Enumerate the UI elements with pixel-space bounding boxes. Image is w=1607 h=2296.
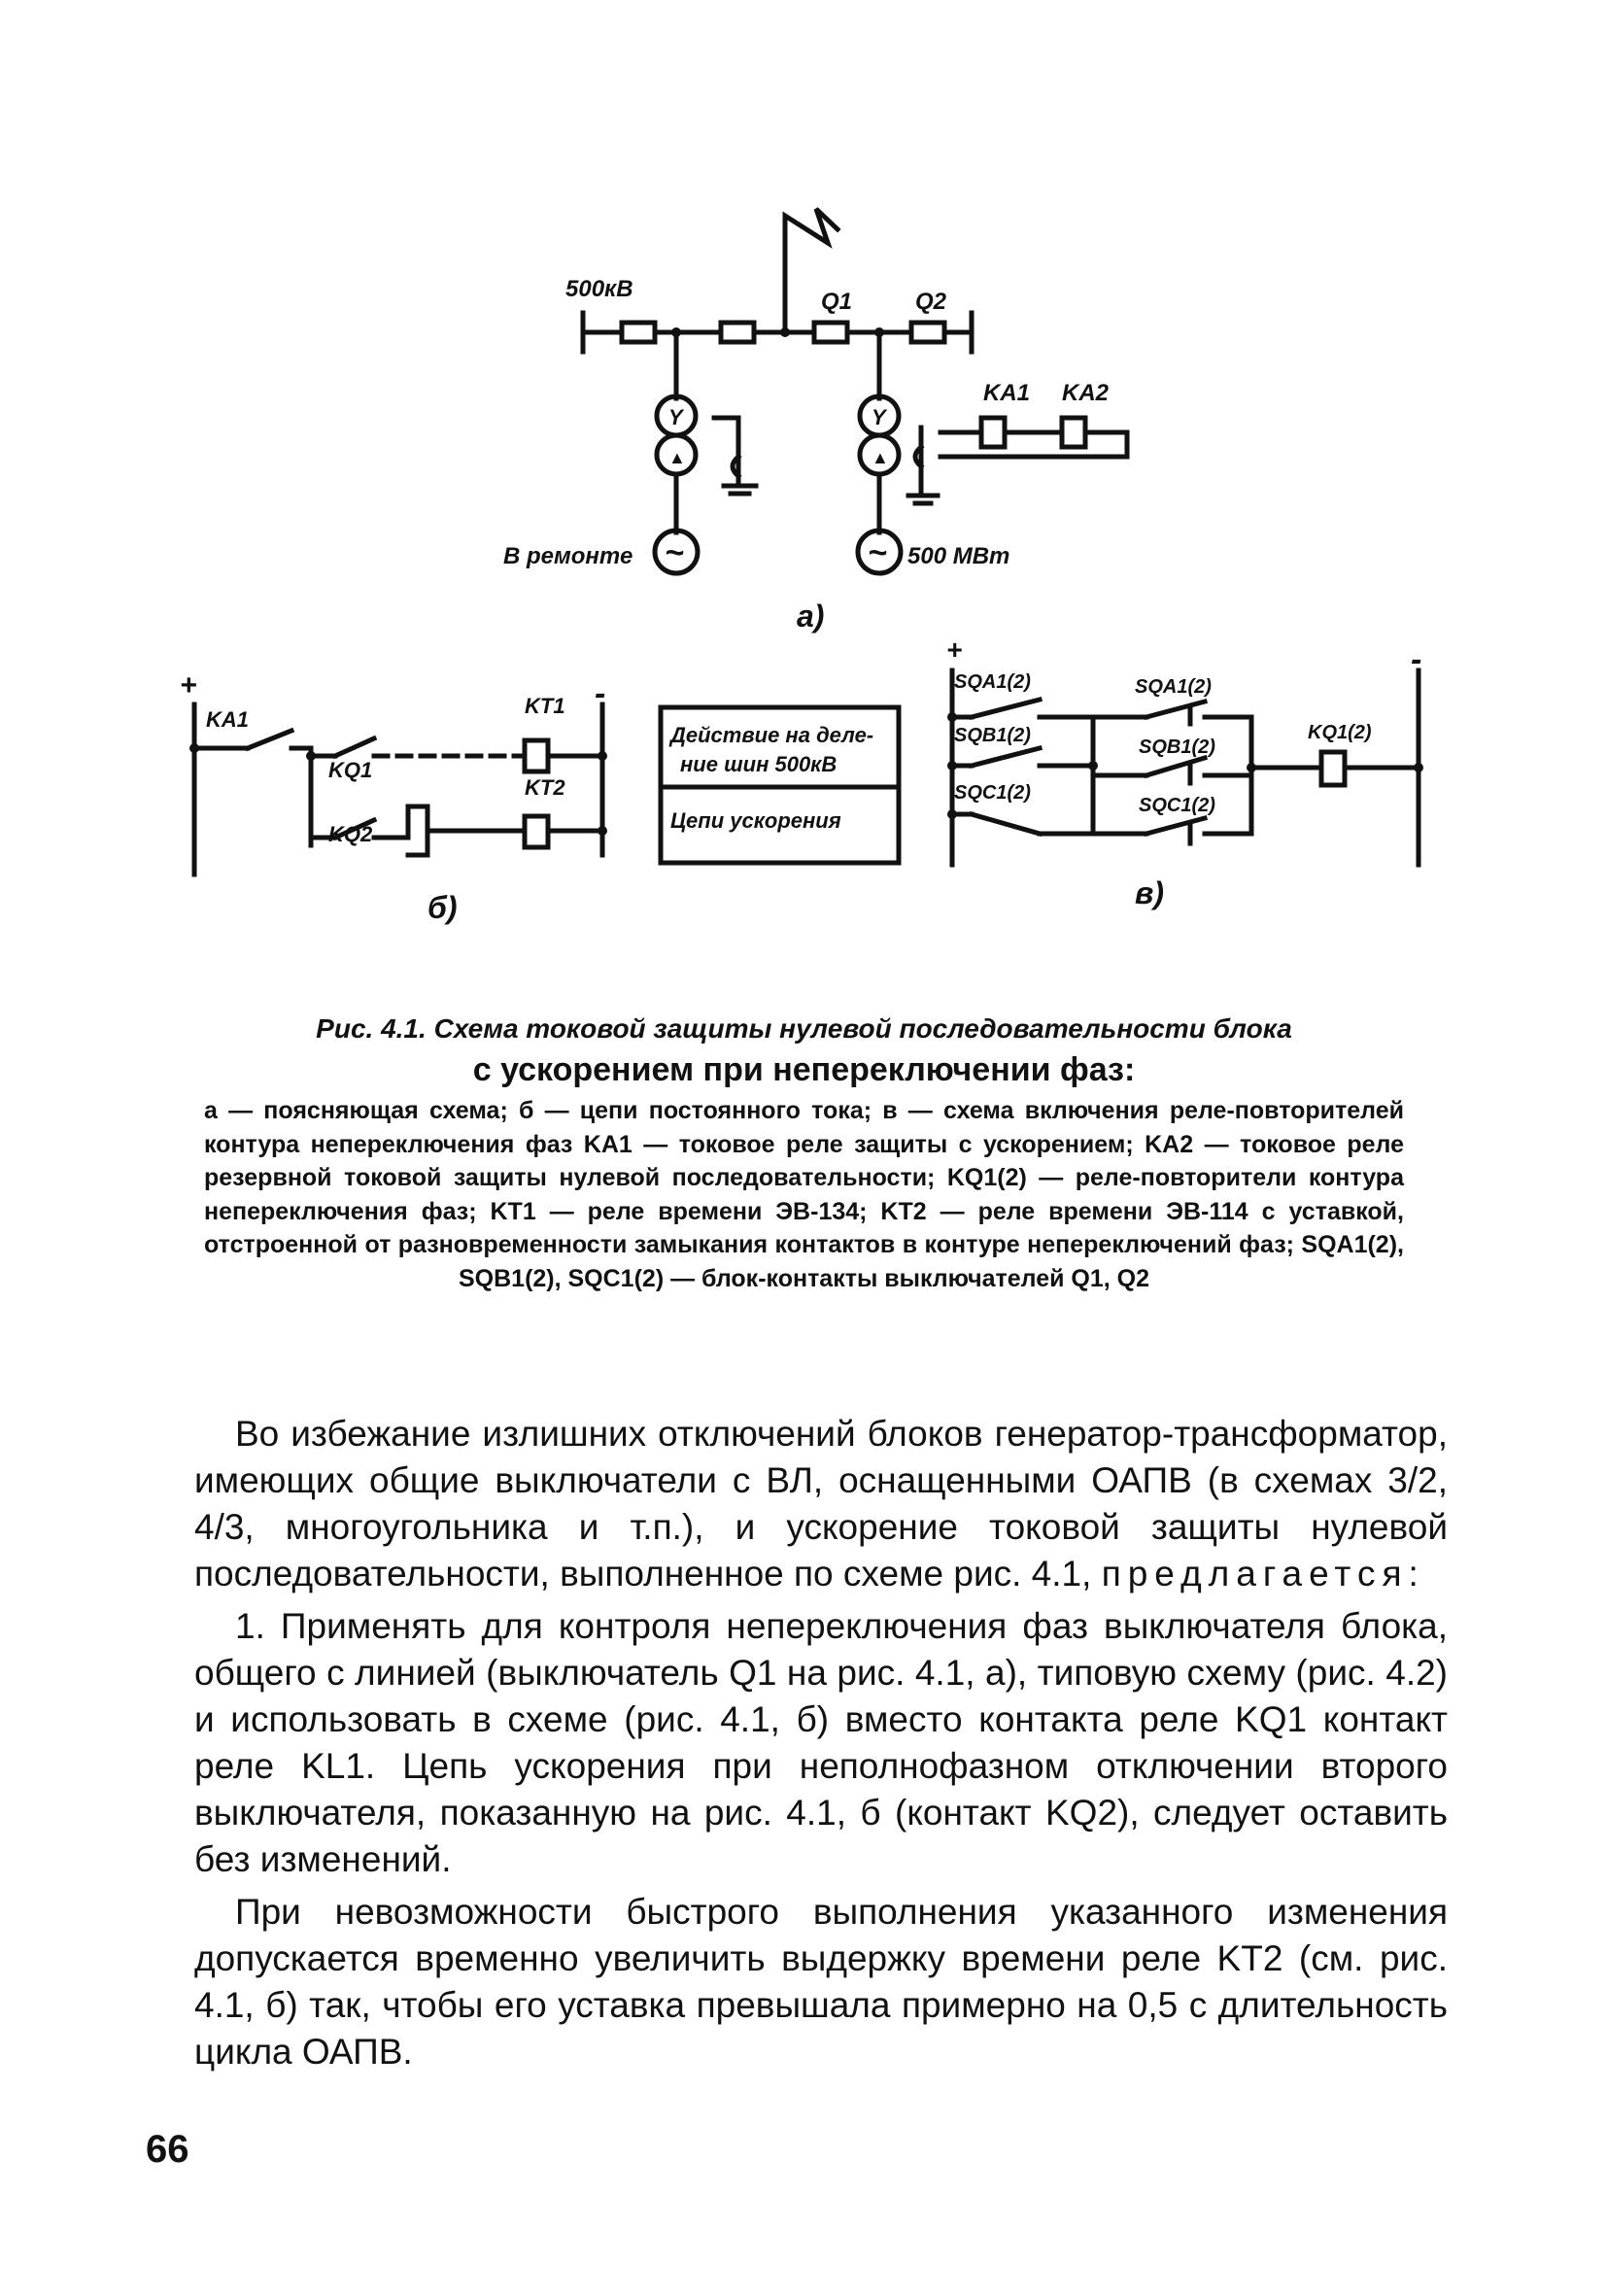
figure-4-1	[0, 0, 1607, 972]
delta-symbol: ▲	[872, 448, 889, 467]
sublabel-a: а)	[797, 599, 825, 634]
paragraph-1-start: Во избежание излишних отключений блоков генератор-трансформатор, имеющих общие выключатели с ВЛ, оснащенными ОАПВ (в схемах 3/2, 4/3, многоугольника и т.п.), и ускорение токовой защиты нулевой последовательности, выполненное по схеме рис. 4.1,	[194, 1414, 1448, 1593]
label-ka2: KA2	[1062, 380, 1110, 406]
breaker-q2-icon	[911, 323, 944, 342]
label-power: 500 МВт	[907, 543, 1010, 569]
label-kq2: KQ2	[328, 822, 373, 846]
label-voltage: 500кВ	[565, 276, 633, 302]
label-ka1: KA1	[983, 380, 1031, 406]
label-kt2: KT2	[525, 775, 565, 800]
breaker-icon	[622, 323, 655, 342]
star-symbol: Y	[668, 405, 683, 429]
body-text	[194, 1411, 1448, 2081]
contact-ka1-icon	[248, 731, 291, 748]
relay-ka2-icon	[1062, 418, 1085, 447]
figure-caption	[185, 1011, 1423, 1295]
paragraph-1-spaced: предлагается	[1101, 1554, 1409, 1593]
paragraph-3: При невозможности быстрого выполнения указанного изменения допускается временно увеличить выдержку времени реле KT2 (см. рис. 4.1, б) так, чтобы его уставка превышала примерно на 0,5 с длительность цикла ОАПВ.	[194, 1892, 1448, 2072]
relay-ka1-icon	[981, 418, 1005, 447]
minus-sign: -	[1411, 641, 1422, 678]
relay-kt1-icon	[525, 740, 548, 771]
delta-symbol: ▲	[668, 448, 686, 467]
paragraph-1	[194, 1411, 1448, 1597]
label-sqb-right: SQB1(2)	[1139, 737, 1215, 758]
box-line-2: ние шин 500кВ	[680, 752, 838, 776]
sublabel-c: в)	[1135, 875, 1164, 910]
caption-body: а — поясняющая схема; б — цепи постоянного тока; в — схема включения реле-повторителей контура непереключения фаз KA1 — токовое реле защиты с ускорением; KA2 — токовое реле резервной токовой защиты нулевой последовательности; KQ1(2) — реле-повторители контура непереключения фаз; KT1 — реле времени ЭВ-134; KT2 — реле времени ЭВ-114 с уставкой, отстроенной от разновременности замыкания контактов в контуре непереключений фаз; SQA1(2), SQB1(2), SQC1(2) — блок-контакты выключателей Q1, Q2	[204, 1097, 1404, 1292]
label-sqb-left: SQB1(2)	[954, 725, 1031, 746]
label-sqc-left: SQC1(2)	[954, 782, 1031, 804]
label-kq: KQ1(2)	[1308, 722, 1372, 743]
generator-symbol: ~	[868, 534, 887, 571]
breaker-icon	[721, 323, 754, 342]
caption-title-line-2: с ускорением при непереключении фаз:	[472, 1051, 1136, 1088]
relay-kq-icon	[1321, 752, 1345, 785]
box-line-3: Цепи ускорения	[670, 808, 841, 833]
generator-symbol: ~	[665, 534, 684, 571]
diagram-c	[952, 670, 1419, 865]
label-ka1: KA1	[206, 707, 250, 732]
box-line-1: Действие на деле-	[670, 723, 874, 747]
label-sqa-left: SQA1(2)	[954, 671, 1031, 693]
breaker-q1-icon	[814, 323, 847, 342]
paragraph-2: 1. Применять для контроля непереключения фаз выключателя блока, общего с линией (выключатель Q1 на рис. 4.1, а), типовую схему (рис. 4.2) и использовать в схеме (рис. 4.1, б) вместо контакта реле KQ1 контакт реле KL1. Цепь ускорения при неполнофазном отключении второго выключателя, показанную на рис. 4.1, б (контакт KQ2), следует оставить без изменений.	[194, 1606, 1448, 1879]
diagram-a	[583, 209, 1127, 573]
label-sqc-right: SQC1(2)	[1139, 795, 1215, 816]
plus-sign: +	[946, 634, 963, 665]
relay-kt2-icon	[525, 816, 548, 847]
sublabel-b: б)	[427, 890, 458, 925]
label-kt1: KT1	[525, 694, 565, 718]
label-sqa-right: SQA1(2)	[1135, 676, 1212, 698]
label-repair: В ремонте	[503, 543, 633, 569]
page-number: 66	[146, 2128, 189, 2171]
label-q2: Q2	[915, 289, 947, 315]
caption-title-line-1: Рис. 4.1. Схема токовой защиты нулевой последовательности блока	[316, 1013, 1292, 1044]
label-q1: Q1	[821, 289, 853, 315]
star-symbol: Y	[872, 405, 886, 429]
plus-sign: +	[180, 669, 197, 702]
paragraph-1-end: :	[1408, 1554, 1419, 1593]
minus-sign: -	[595, 675, 606, 712]
label-kq1: KQ1	[328, 758, 373, 782]
